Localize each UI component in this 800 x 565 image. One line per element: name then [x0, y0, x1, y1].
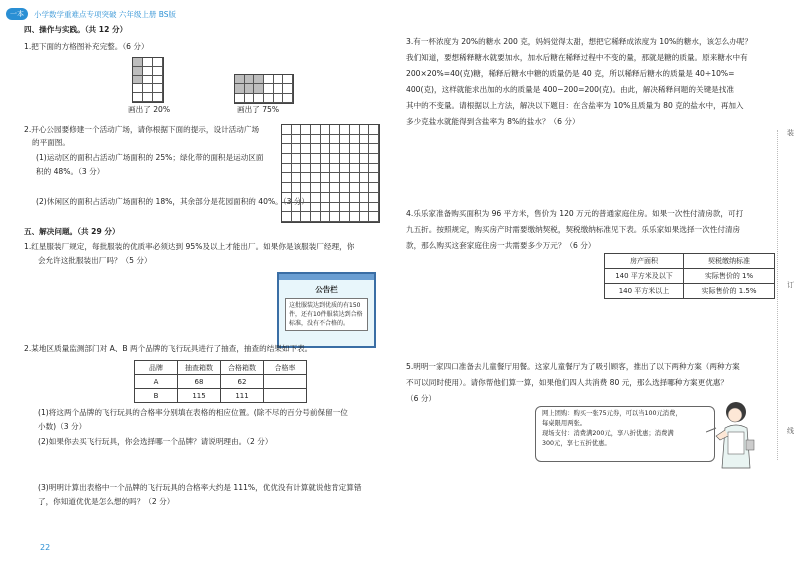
section5-title: 五、解决问题。（共 29 分）	[24, 227, 120, 236]
grid-cell[interactable]	[369, 164, 379, 174]
table-header-row	[135, 361, 307, 375]
problem-1-line1: 1.红星服装厂规定，每批服装的优质率必须达到 95%及以上才能出厂。如果你是该服装厂经理，你	[24, 242, 355, 251]
grid-cell[interactable]	[292, 135, 302, 145]
table-header: 合格箱数	[221, 361, 264, 375]
grid-cell[interactable]	[301, 203, 311, 213]
table-cell: 68	[178, 375, 221, 389]
gutter-char: 线	[787, 427, 794, 435]
offer-line: 300元，享七五折优惠。	[542, 440, 611, 447]
grid-cell[interactable]	[282, 125, 292, 135]
grid-cell[interactable]	[321, 183, 331, 193]
grid-cell[interactable]	[340, 125, 350, 135]
grid-cell[interactable]	[311, 203, 321, 213]
grid-cell[interactable]	[330, 125, 340, 135]
problem-3-line: 多少克盐水就能得到含盐率为 8%的盐水？（6 分）	[406, 117, 580, 126]
tax-table	[604, 253, 775, 299]
grid-cell[interactable]	[292, 164, 302, 174]
grid-cell[interactable]	[350, 173, 360, 183]
grid-cell[interactable]	[369, 135, 379, 145]
problem-3-line: 其中的不变量。请根据以上方法，解决以下题目：在含盐率为 10%且质量为 80 克的盐水中，再加入	[406, 101, 744, 110]
problem-5-line: 不可以同时使用）。请你帮他们算一算，如果他们四人共消费 80 元，那么选择哪种方案更优惠？	[406, 378, 729, 387]
grid-cell[interactable]	[282, 203, 292, 213]
grid-cell[interactable]	[340, 144, 350, 154]
grid-cell[interactable]	[330, 212, 340, 222]
offer-line: 每桌限用两张。	[542, 420, 587, 427]
table-header: 合格率	[264, 361, 307, 375]
design-grid[interactable]	[281, 124, 380, 223]
binding-line	[777, 130, 778, 460]
grid-cell[interactable]	[330, 173, 340, 183]
table-cell: 140 平方米以上	[605, 284, 684, 299]
grid-cell[interactable]	[360, 125, 370, 135]
table-header: 品牌	[135, 361, 178, 375]
gutter-char: 订	[787, 281, 794, 289]
problem-3	[406, 34, 766, 130]
grid-cell[interactable]	[311, 183, 321, 193]
table-cell: 111	[221, 389, 264, 403]
grid-cell[interactable]	[340, 193, 350, 203]
grid-cell[interactable]	[369, 144, 379, 154]
grid-cell[interactable]	[330, 154, 340, 164]
grid-cell[interactable]	[292, 173, 302, 183]
problem-4-line: 款，那么购买这套家庭住房一共需要多少万元？（6 分）	[406, 241, 596, 250]
grid-cell[interactable]	[301, 173, 311, 183]
grid-cell[interactable]	[321, 193, 331, 203]
grid-cell[interactable]	[311, 144, 321, 154]
grid-cell[interactable]	[330, 144, 340, 154]
grid-cell[interactable]	[360, 144, 370, 154]
grid-cell[interactable]	[292, 125, 302, 135]
grid-cell[interactable]	[292, 212, 302, 222]
offer-line: 网上团购：购买一张75元券，可以当100元消费，	[542, 410, 682, 417]
problem-4	[406, 206, 766, 254]
grid-cell[interactable]	[350, 164, 360, 174]
problem-3-line: 3.有一杯浓度为 20%的糖水 200 克，妈妈觉得太甜，想把它稀释成浓度为 10%的糖水，该怎么办呢？	[406, 37, 753, 46]
grid2-caption: 画出了 75%	[237, 105, 280, 114]
problem-5-line: （6 分）	[406, 394, 437, 403]
table-cell: 62	[221, 375, 264, 389]
grid-cell[interactable]	[360, 212, 370, 222]
grid-cell[interactable]	[311, 173, 321, 183]
table-cell[interactable]	[264, 375, 307, 389]
grid-cell[interactable]	[369, 154, 379, 164]
grid-cell[interactable]	[282, 144, 292, 154]
grid-cell[interactable]	[340, 173, 350, 183]
problem-2-2: (2)如果你去买飞行玩具，你会选择哪一个品牌？请说明理由。（2 分）	[38, 437, 273, 446]
table-header: 契税缴纳标准	[684, 254, 775, 269]
problem-3-line: 400(克)，这样就能求出加的水的质量是 400−200=200(克)。由此，解决稀释问题的关键是找准	[406, 85, 734, 94]
grid-cell[interactable]	[340, 164, 350, 174]
grid-cell[interactable]	[282, 183, 292, 193]
grid-cell[interactable]	[301, 125, 311, 135]
grid-cell[interactable]	[292, 183, 302, 193]
grid-cell[interactable]	[330, 193, 340, 203]
grid-cell[interactable]	[301, 144, 311, 154]
question-1: 1.把下面的方格图补充完整。（6 分）	[24, 42, 149, 51]
offer-line: 现场支付：消费满200元，享八折优惠；消费满	[542, 430, 674, 437]
table-cell: 实际售价的 1%	[684, 269, 775, 284]
grid-cell[interactable]	[360, 173, 370, 183]
grid-cell[interactable]	[360, 135, 370, 145]
grid-cell[interactable]	[311, 135, 321, 145]
grid-20-percent	[132, 57, 164, 103]
grid-cell[interactable]	[321, 173, 331, 183]
grid-cell[interactable]	[369, 203, 379, 213]
table-cell: A	[135, 375, 178, 389]
grid-cell[interactable]	[360, 164, 370, 174]
grid-cell[interactable]	[311, 212, 321, 222]
grid-cell[interactable]	[282, 164, 292, 174]
grid-cell[interactable]	[340, 154, 350, 164]
question-2-line1: 2.开心公园要修建一个活动广场，请你根据下面的提示，设计活动广场	[24, 125, 260, 134]
table-cell: 140 平方米及以下	[605, 269, 684, 284]
grid-cell[interactable]	[292, 203, 302, 213]
grid-cell[interactable]	[360, 183, 370, 193]
grid-cell[interactable]	[311, 125, 321, 135]
grid-cell[interactable]	[321, 144, 331, 154]
grid-cell[interactable]	[321, 135, 331, 145]
grid-cell[interactable]	[369, 183, 379, 193]
grid-cell[interactable]	[350, 144, 360, 154]
grid-cell[interactable]	[321, 154, 331, 164]
grid-cell[interactable]	[282, 135, 292, 145]
gutter-char: 装	[787, 129, 794, 137]
grid-cell[interactable]	[301, 154, 311, 164]
table-cell[interactable]	[264, 389, 307, 403]
problem-2-1-line1: (1)将这两个品牌的飞行玩具的合格率分别填在表格的相应位置。(除不尽的百分号前保留一位	[38, 408, 348, 417]
book-title: 小学数学重难点专项突破 六年级上册 BS版	[34, 9, 177, 19]
grid-cell[interactable]	[340, 212, 350, 222]
grid-cell[interactable]	[311, 164, 321, 174]
grid-cell[interactable]	[350, 183, 360, 193]
grid-cell[interactable]	[321, 125, 331, 135]
grid-cell[interactable]	[330, 203, 340, 213]
grid-cell[interactable]	[340, 203, 350, 213]
grid-cell[interactable]	[301, 193, 311, 203]
question-2-1-line2: 积的 48%。（3 分）	[36, 167, 105, 176]
table-cell: B	[135, 389, 178, 403]
grid-cell[interactable]	[350, 193, 360, 203]
grid-cell[interactable]	[330, 183, 340, 193]
section4-title: 四、操作与实践。（共 12 分）	[24, 25, 128, 34]
grid-cell[interactable]	[369, 193, 379, 203]
notice-body: 这批服装达到优质的有150件，还有10件服装达到合格标准，没有不合格的。	[285, 298, 368, 331]
grid-cell[interactable]	[292, 193, 302, 203]
grid-75-percent	[234, 74, 294, 104]
question-2-line2: 的平面图。	[32, 138, 70, 147]
book-badge: 一本	[6, 8, 28, 20]
problem-3-line: 200×20%=40(克)糖，稀释后糖水中糖的质量仍是 40 克，所以稀释后糖水的质量是 40÷10%=	[406, 69, 735, 78]
problem-4-line: 九五折。按照规定，购买房产时需要缴纳契税，契税缴纳标准见下表。乐乐家如果选择一次性付清房	[406, 225, 741, 234]
grid-cell[interactable]	[321, 212, 331, 222]
grid-cell[interactable]	[360, 203, 370, 213]
table-header: 房产面积	[605, 254, 684, 269]
grid-cell[interactable]	[282, 154, 292, 164]
grid-cell[interactable]	[301, 164, 311, 174]
grid-cell[interactable]	[369, 173, 379, 183]
grid-cell[interactable]	[321, 203, 331, 213]
offer-speech-bubble	[535, 406, 715, 462]
waitress-illustration-icon	[706, 398, 762, 472]
grid-cell[interactable]	[292, 154, 302, 164]
table-row	[135, 389, 307, 403]
grid-cell[interactable]	[311, 154, 321, 164]
question-2-2: (2)休闲区的面积占活动广场面积的 18%，其余部分是花园面积的 40%。（3 分）	[36, 197, 310, 206]
grid-cell[interactable]	[360, 193, 370, 203]
table-header-row	[605, 254, 775, 269]
table-header: 抽查箱数	[178, 361, 221, 375]
grid-cell[interactable]	[350, 212, 360, 222]
grid-cell[interactable]	[311, 193, 321, 203]
grid-cell[interactable]	[301, 135, 311, 145]
grid-cell[interactable]	[292, 144, 302, 154]
notice-board	[277, 272, 376, 348]
problem-4-line: 4.乐乐家准备购买面积为 96 平方米，售价为 120 万元的普通家庭住房。如果一次性付清房款，可打	[406, 209, 744, 218]
notice-title: 公告栏	[315, 285, 338, 294]
problem-2-3-line1: (3)明明计算出表格中一个品牌的飞行玩具的合格率大约是 111%，优优没有计算就说他肯定算错	[38, 483, 362, 492]
table-row	[605, 284, 775, 299]
grid-cell[interactable]	[282, 193, 292, 203]
grid-cell[interactable]	[369, 212, 379, 222]
grid-cell[interactable]	[340, 183, 350, 193]
problem-1-line2: 会允许这批服装出厂吗？（5 分）	[38, 256, 152, 265]
problem-2-1-line2: 小数)（3 分）	[38, 422, 87, 431]
grid-cell[interactable]	[350, 135, 360, 145]
brand-table	[134, 360, 307, 403]
grid-cell[interactable]	[282, 173, 292, 183]
grid-cell[interactable]	[301, 212, 311, 222]
page-number: 22	[40, 543, 51, 552]
grid-cell[interactable]	[340, 135, 350, 145]
table-cell: 实际售价的 1.5%	[684, 284, 775, 299]
table-row	[135, 375, 307, 389]
problem-5-line: 5.明明一家四口准备去儿童餐厅用餐。这家儿童餐厅为了吸引顾客，推出了以下两种方案（两种方案	[406, 362, 740, 371]
grid-cell[interactable]	[282, 212, 292, 222]
grid-cell[interactable]	[350, 154, 360, 164]
grid-cell[interactable]	[360, 154, 370, 164]
grid-cell[interactable]	[369, 125, 379, 135]
grid-cell[interactable]	[350, 125, 360, 135]
table-row	[605, 269, 775, 284]
grid-cell[interactable]	[321, 164, 331, 174]
grid-cell[interactable]	[330, 135, 340, 145]
grid-cell[interactable]	[301, 183, 311, 193]
header	[6, 6, 176, 22]
problem-2-3-line2: 了，你知道优优是怎么想的吗？（2 分）	[38, 497, 175, 506]
table-cell: 115	[178, 389, 221, 403]
grid-cell[interactable]	[330, 164, 340, 174]
question-2-1-line1: (1)运动区的面积占活动广场面积的 25%；绿化带的面积是运动区面	[36, 153, 264, 162]
grid1-caption: 画出了 20%	[128, 105, 171, 114]
problem-2: 2.某地区质量监测部门对 A、B 两个品牌的飞行玩具进行了抽查，抽查的结果如下表。	[24, 344, 313, 353]
grid-cell[interactable]	[350, 203, 360, 213]
problem-3-line: 我们知道，要想稀释糖水就要加水，加水后糖在稀释过程中不变的量，那就是糖的质量。原来糖水中有	[406, 53, 748, 62]
